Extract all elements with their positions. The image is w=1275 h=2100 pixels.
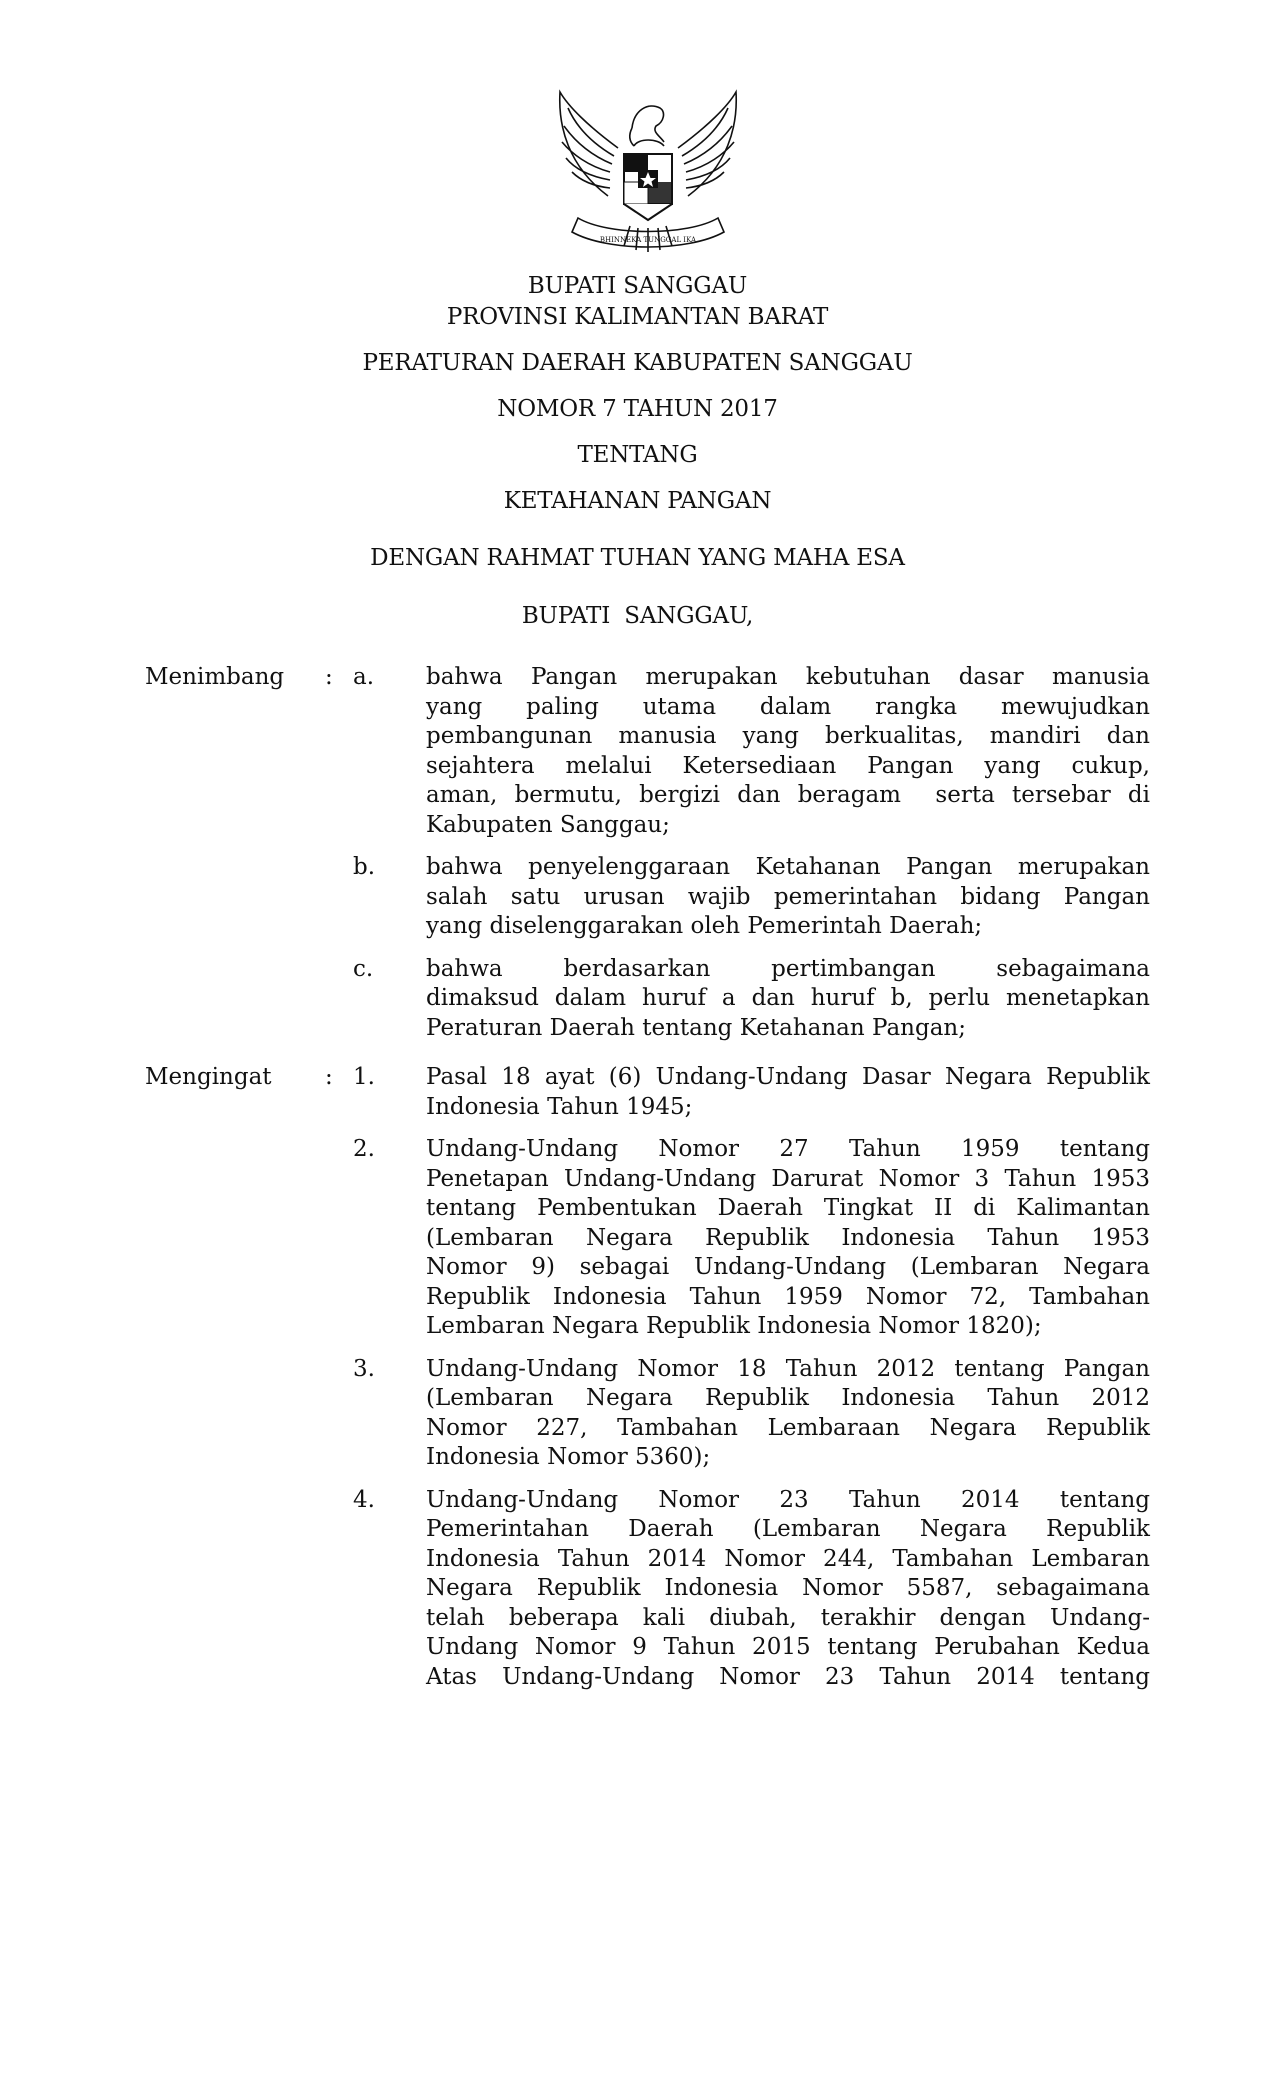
item-text — [426, 1486, 1150, 1693]
text-line: aman, bermutu, bergizi dan beragam serta tersebar di — [426, 782, 1150, 808]
mengingat-item-4 — [145, 1486, 1150, 1693]
text-line: Indonesia Tahun 2014 Nomor 244, Tambahan Lembaran — [426, 1545, 1150, 1572]
item-marker: 4. — [353, 1486, 375, 1513]
menimbang-colon: : — [325, 664, 333, 690]
text-line: bahwa penyelenggaraan Ketahanan Pangan merupakan — [426, 854, 1150, 880]
item-marker: 2. — [353, 1136, 375, 1162]
text-line: salah satu urusan wajib pemerintahan bidang Pangan — [426, 883, 1150, 910]
mengingat-item-2 — [145, 1135, 1150, 1342]
text-line: Undang Nomor 9 Tahun 2015 tentang Perubahan Kedua — [426, 1634, 1150, 1660]
item-marker: a. — [353, 664, 375, 690]
text-line: Nomor 227, Tambahan Lembaraan Negara Republik — [426, 1414, 1150, 1441]
item-marker: c. — [353, 955, 374, 982]
regulation-type: PERATURAN DAERAH KABUPATEN SANGGAU — [362, 350, 913, 376]
text-line: yang diselenggarakan oleh Pemerintah Daerah; — [426, 913, 983, 939]
emblem-motto: BHINNEKA TUNGGAL IKA — [599, 236, 697, 244]
text-line: tentang Pembentukan Daerah Tingkat II di Kalimantan — [426, 1195, 1150, 1221]
text-line: (Lembaran Negara Republik Indonesia Tahun 2012 — [426, 1385, 1150, 1411]
item-text — [426, 853, 1150, 942]
text-line: telah beberapa kali diubah, terakhir dengan Undang- — [426, 1604, 1150, 1631]
mengingat-item-1 — [145, 1063, 1150, 1122]
regulation-number: NOMOR 7 TAHUN 2017 — [497, 396, 778, 422]
mengingat-item-3 — [145, 1355, 1150, 1473]
text-line: Undang-Undang Nomor 27 Tahun 1959 tentang — [426, 1136, 1150, 1162]
invocation: DENGAN RAHMAT TUHAN YANG MAHA ESA — [370, 545, 905, 571]
item-marker: b. — [353, 854, 376, 880]
text-line: Negara Republik Indonesia Nomor 5587, sebagaimana — [426, 1575, 1150, 1601]
menimbang-item-b — [145, 853, 1150, 942]
header-bupati: BUPATI SANGGAU — [527, 273, 748, 299]
header-provinsi: PROVINSI KALIMANTAN BARAT — [446, 304, 829, 330]
text-line: pembangunan manusia yang berkualitas, mandiri dan — [426, 723, 1150, 749]
item-text — [426, 955, 1150, 1044]
item-marker: 3. — [353, 1355, 375, 1382]
text-line: bahwa Pangan merupakan kebutuhan dasar manusia — [426, 664, 1150, 690]
item-text — [426, 1135, 1150, 1342]
garuda-emblem-icon — [548, 86, 748, 264]
item-marker: 1. — [353, 1064, 375, 1090]
item-text — [426, 1063, 1150, 1122]
mengingat-label: Mengingat — [145, 1064, 272, 1090]
text-line: (Lembaran Negara Republik Indonesia Tahun 1953 — [426, 1224, 1150, 1251]
text-line: dimaksud dalam huruf a dan huruf b, perlu menetapkan — [426, 985, 1150, 1011]
text-line: Indonesia Nomor 5360); — [426, 1444, 711, 1470]
text-line: Kabupaten Sanggau; — [426, 811, 670, 838]
text-line: bahwa berdasarkan pertimbangan sebagaimana — [426, 955, 1150, 982]
text-line: Nomor 9) sebagai Undang-Undang (Lembaran Negara — [426, 1254, 1150, 1280]
text-line: Peraturan Daerah tentang Ketahanan Pangan; — [426, 1014, 966, 1041]
text-line: Republik Indonesia Tahun 1959 Nomor 72, Tambahan — [426, 1283, 1150, 1310]
text-line: sejahtera melalui Ketersediaan Pangan yang cukup, — [426, 752, 1150, 779]
garuda-emblem — [548, 86, 748, 264]
text-line: yang paling utama dalam rangka mewujudkan — [426, 693, 1150, 720]
item-text — [426, 663, 1150, 840]
regulation-subject: KETAHANAN PANGAN — [503, 488, 772, 514]
menimbang-section — [145, 663, 1150, 1056]
text-line: Penetapan Undang-Undang Darurat Nomor 3 Tahun 1953 — [426, 1165, 1150, 1192]
regulation-tentang: TENTANG — [577, 442, 698, 468]
mengingat-section — [145, 1063, 1150, 1705]
item-text — [426, 1355, 1150, 1473]
text-line: Atas Undang-Undang Nomor 23 Tahun 2014 tentang — [426, 1663, 1150, 1690]
text-line: Pemerintahan Daerah (Lembaran Negara Republik — [426, 1516, 1150, 1542]
menimbang-label: Menimbang — [145, 664, 285, 690]
menimbang-item-c — [145, 955, 1150, 1044]
text-line: Pasal 18 ayat (6) Undang-Undang Dasar Negara Republik — [426, 1064, 1150, 1090]
text-line: Indonesia Tahun 1945; — [426, 1093, 693, 1120]
text-line: Undang-Undang Nomor 23 Tahun 2014 tentang — [426, 1486, 1150, 1513]
text-line: Undang-Undang Nomor 18 Tahun 2012 tentang Pangan — [426, 1355, 1150, 1382]
mengingat-colon: : — [325, 1064, 333, 1090]
text-line: Lembaran Negara Republik Indonesia Nomor 1820); — [426, 1313, 1042, 1339]
issuer: BUPATI SANGGAU, — [521, 603, 754, 629]
menimbang-item-a — [145, 663, 1150, 840]
